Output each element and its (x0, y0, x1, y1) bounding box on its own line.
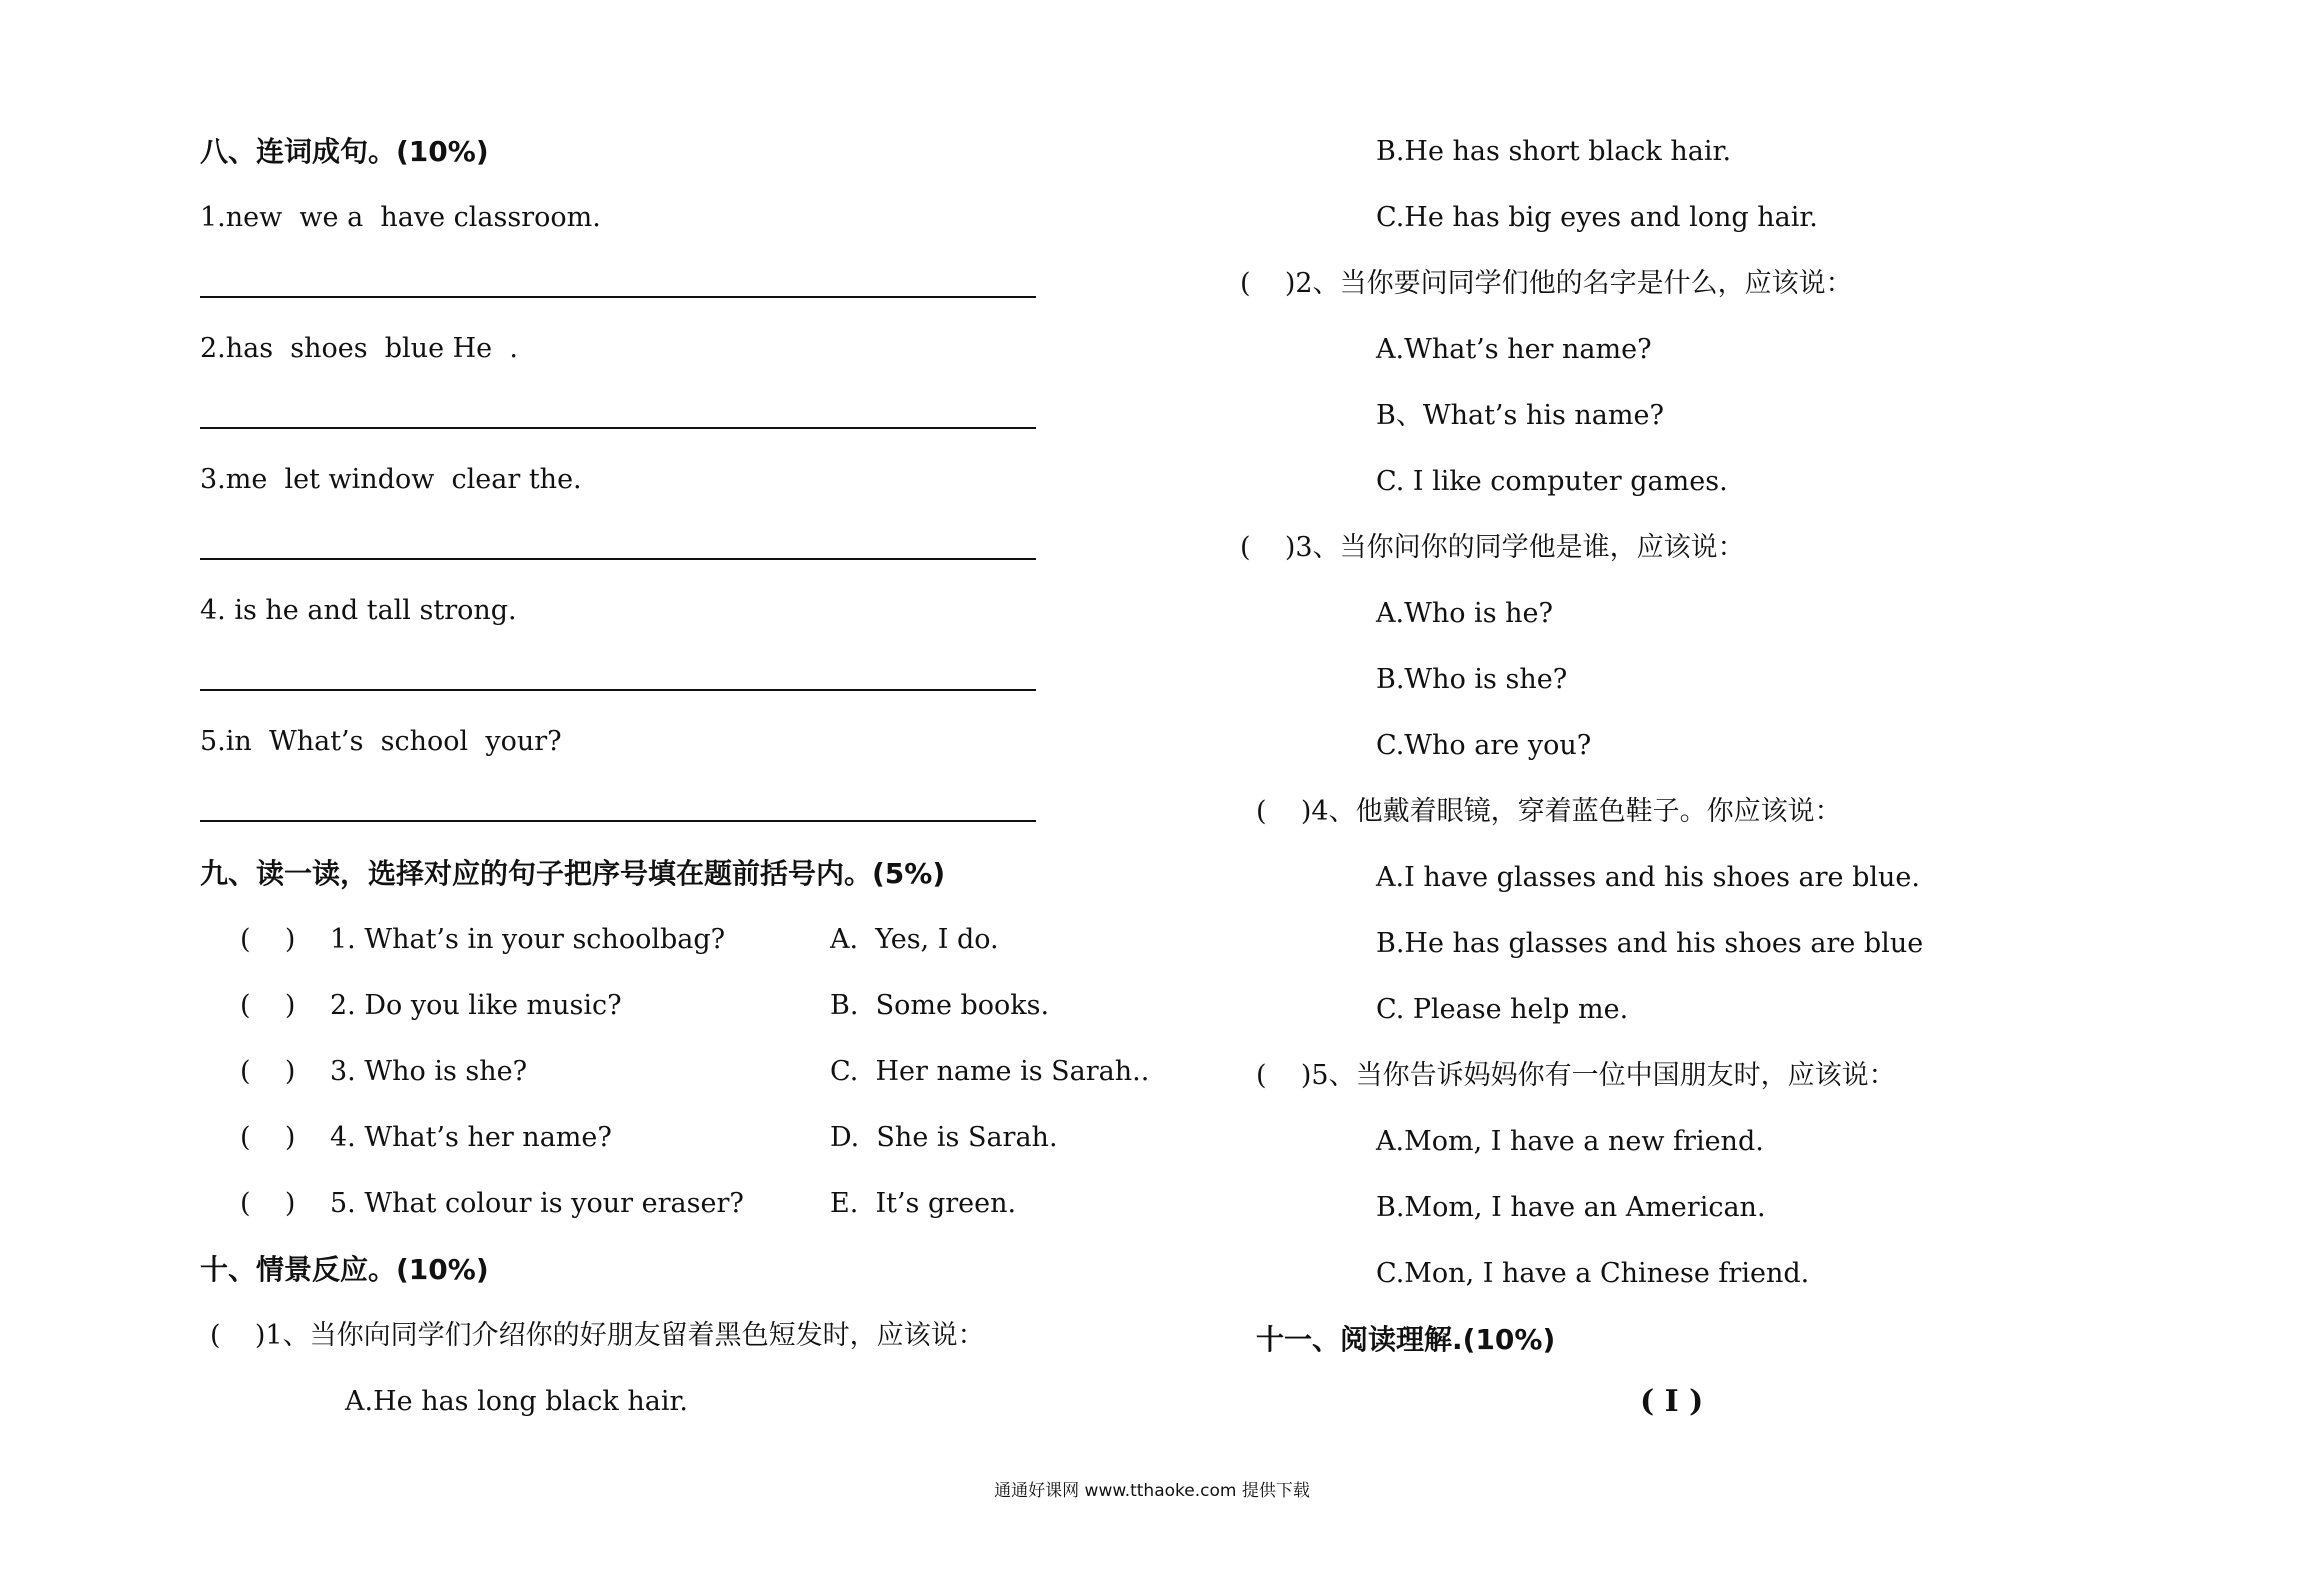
sec8-item-2: 2.has shoes blue He . (200, 333, 518, 364)
sec9-answer-c: C. Her name is Sarah.. (830, 1056, 1150, 1087)
sec10-q1-option-c: C.He has big eyes and long hair. (1376, 202, 1818, 233)
footer-credit: 通通好课网 www.tthaoke.com 提供下载 (994, 1481, 1310, 1501)
sec10-question-3: ( )3、当你问你的同学他是谁，应该说： (1240, 532, 1745, 563)
sec10-q3-option-b: B.Who is she? (1376, 664, 1568, 695)
sec9-answer-e: E. It’s green. (830, 1188, 1017, 1219)
sec9-question-1: 1. What’s in your schoolbag? (330, 924, 726, 955)
sec8-item-4: 4. is he and tall strong. (200, 595, 517, 626)
sec9-paren-2[interactable]: ( ) (240, 990, 296, 1021)
sec10-q4-option-a: A.I have glasses and his shoes are blue. (1376, 862, 1920, 893)
sec10-question-4: ( )4、他戴着眼镜，穿着蓝色鞋子。你应该说： (1256, 796, 1842, 827)
sec9-question-3: 3. Who is she? (330, 1056, 528, 1087)
sec10-q2-option-a: A.What’s her name? (1376, 334, 1652, 365)
sec9-answer-b: B. Some books. (830, 990, 1050, 1021)
answer-line-1[interactable] (200, 296, 1036, 298)
passage-number: ( Ⅰ ) (1640, 1384, 1704, 1419)
sec9-question-5: 5. What colour is your eraser? (330, 1188, 744, 1219)
section-10-title: 十、情景反应。(10%) (200, 1253, 489, 1286)
sec10-q2-option-c: C. I like computer games. (1376, 466, 1728, 497)
sec10-q2-option-b: B、What’s his name? (1376, 400, 1664, 431)
sec9-question-4: 4. What’s her name? (330, 1122, 612, 1153)
sec8-item-5: 5.in What’s school your? (200, 726, 562, 757)
sec10-q4-option-b: B.He has glasses and his shoes are blue (1376, 928, 1924, 959)
answer-line-4[interactable] (200, 689, 1036, 691)
sec10-q3-option-a: A.Who is he? (1376, 598, 1553, 629)
sec10-q4-option-c: C. Please help me. (1376, 994, 1629, 1025)
section-11-title: 十一、阅读理解.(10%) (1256, 1323, 1556, 1356)
sec10-q5-option-c: C.Mon, I have a Chinese friend. (1376, 1258, 1810, 1289)
sec8-item-3: 3.me let window clear the. (200, 464, 582, 495)
sec10-q5-option-b: B.Mom, I have an American. (1376, 1192, 1766, 1223)
sec9-answer-d: D. She is Sarah. (830, 1122, 1058, 1153)
sec10-question-1: ( )1、当你向同学们介绍你的好朋友留着黑色短发时，应该说： (210, 1320, 985, 1351)
sec10-q1-option-a: A.He has long black hair. (345, 1386, 688, 1417)
sec10-question-2: ( )2、当你要问同学们他的名字是什么，应该说： (1240, 268, 1853, 299)
sec9-paren-4[interactable]: ( ) (240, 1122, 296, 1153)
sec10-question-5: ( )5、当你告诉妈妈你有一位中国朋友时，应该说： (1256, 1060, 1896, 1091)
sec10-q3-option-c: C.Who are you? (1376, 730, 1592, 761)
answer-line-3[interactable] (200, 558, 1036, 560)
answer-line-5[interactable] (200, 820, 1036, 822)
sec8-item-1: 1.new we a have classroom. (200, 202, 601, 233)
answer-line-2[interactable] (200, 427, 1036, 429)
sec9-question-2: 2. Do you like music? (330, 990, 622, 1021)
sec9-paren-5[interactable]: ( ) (240, 1188, 296, 1219)
sec10-q1-option-b: B.He has short black hair. (1376, 136, 1732, 167)
sec9-paren-3[interactable]: ( ) (240, 1056, 296, 1087)
sec9-answer-a: A. Yes, I do. (830, 924, 999, 955)
section-8-title: 八、连词成句。(10%) (200, 135, 489, 168)
sec9-paren-1[interactable]: ( ) (240, 924, 296, 955)
sec10-q5-option-a: A.Mom, I have a new friend. (1376, 1126, 1764, 1157)
section-9-title: 九、读一读，选择对应的句子把序号填在题前括号内。(5%) (200, 857, 946, 890)
